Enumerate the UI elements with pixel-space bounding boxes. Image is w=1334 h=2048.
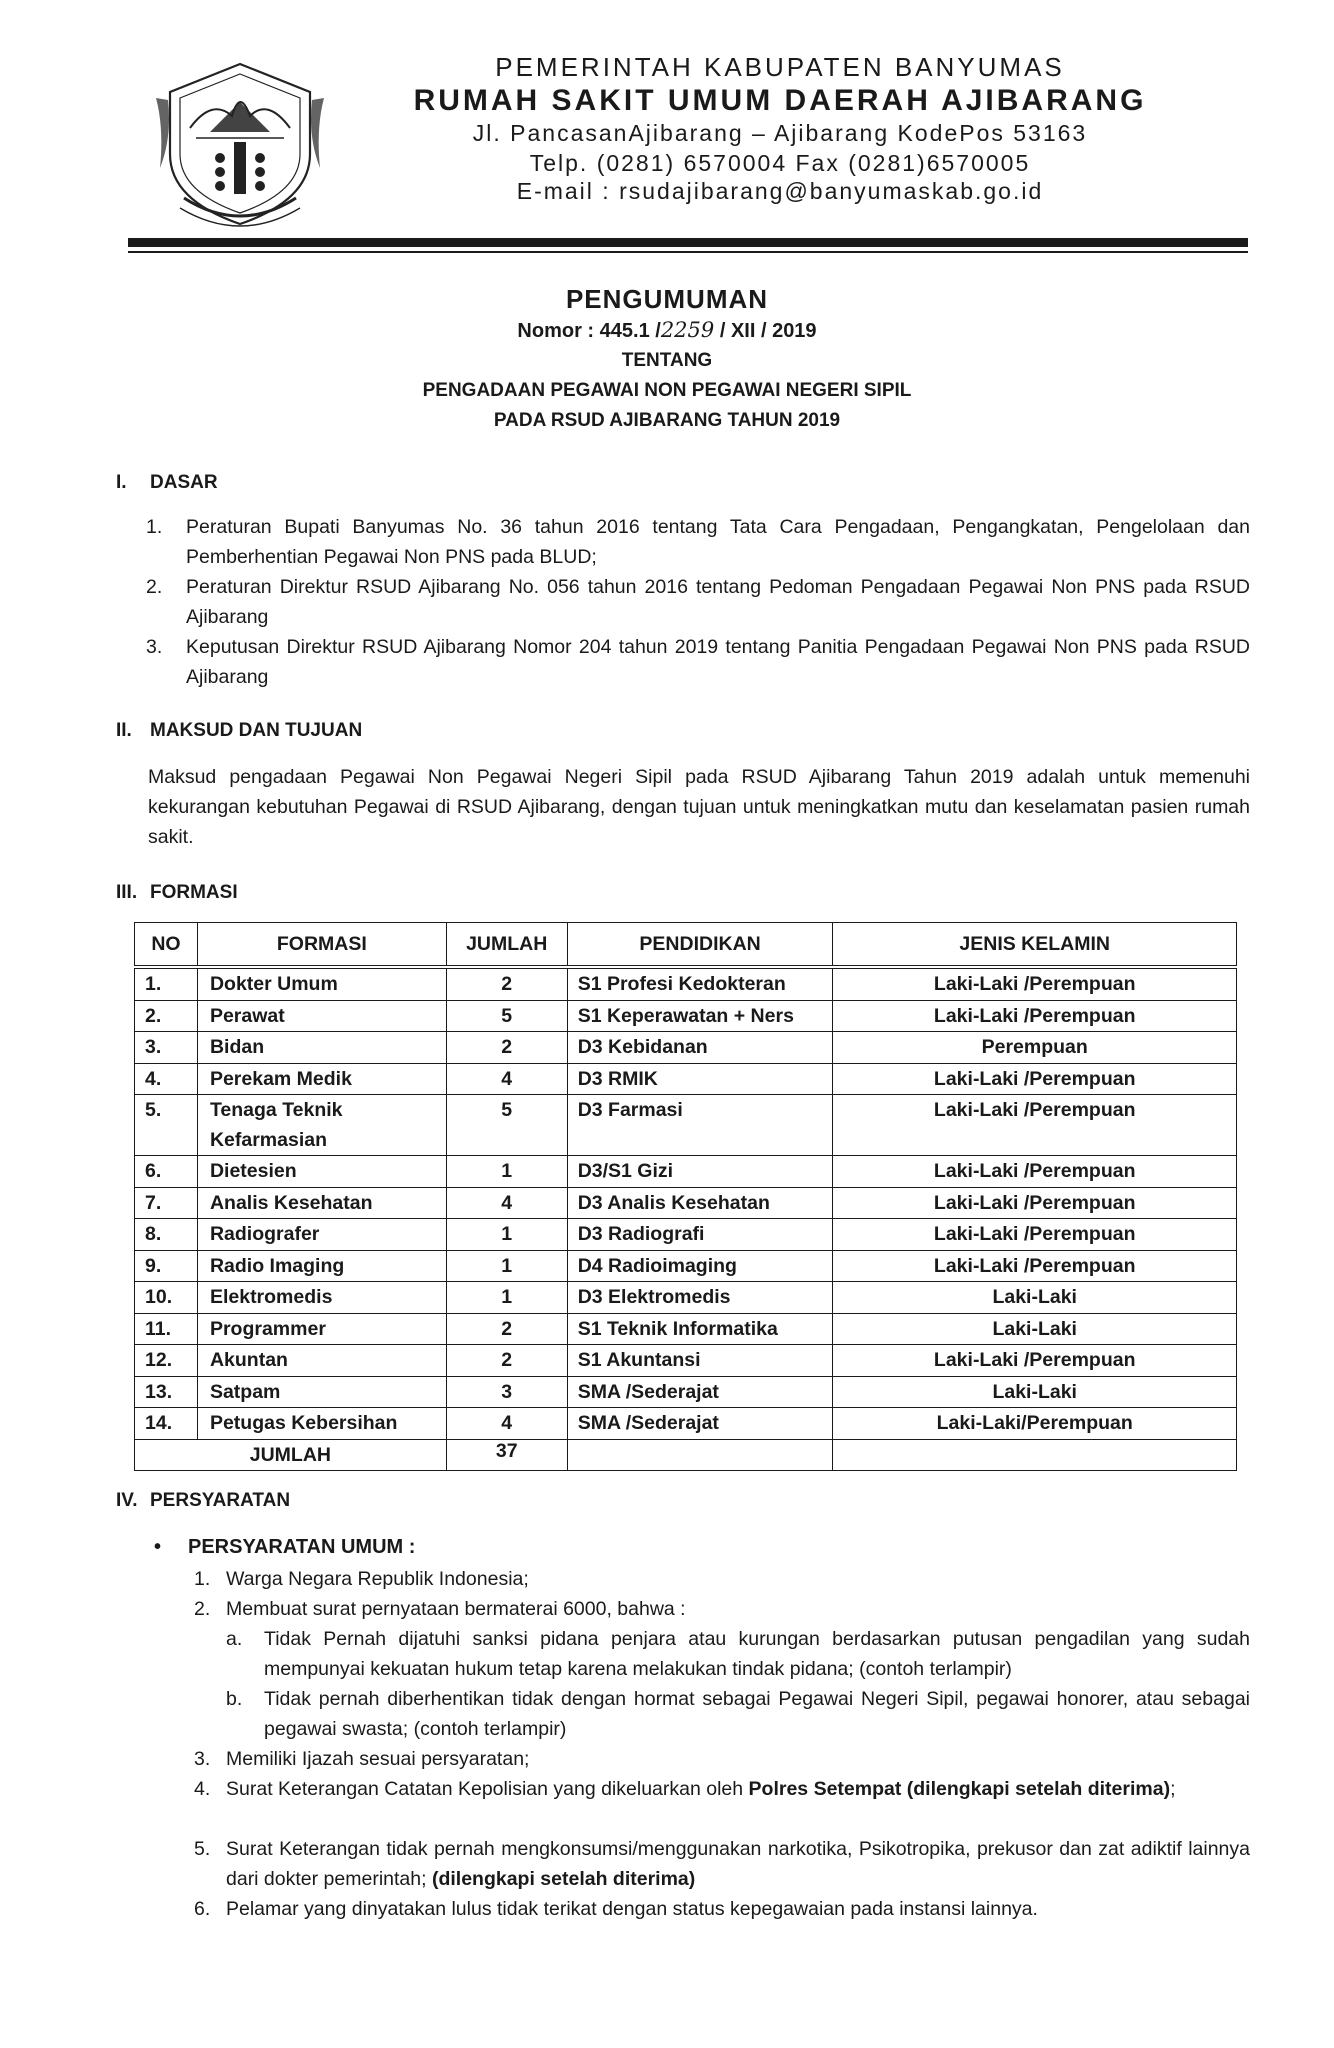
cell-pendidikan: S1 Keperawatan + Ners	[567, 1000, 833, 1032]
requirement-item: 3. Memiliki Ijazah sesuai persyaratan;	[194, 1748, 530, 1770]
announcement-number	[0, 318, 1334, 343]
cell-pendidikan: D3 Elektromedis	[567, 1282, 833, 1314]
cell-pendidikan: D3 Radiografi	[567, 1219, 833, 1251]
requirement-subitem: b. Tidak pernah diberhentikan tidak dengan hormat sebagai Pegawai Negeri Sipil, pegawai honorer, atau sebagai pegawai swasta; (contoh terlampir)	[226, 1688, 1250, 1740]
announcement-subject-line1: PENGADAAN PEGAWAI NON PEGAWAI NEGERI SIPIL	[422, 380, 912, 401]
table-row	[135, 1376, 1237, 1408]
announcement-subject-line2: PADA RSUD AJIBARANG TAHUN 2019	[493, 410, 841, 431]
requirement-item: 2. Membuat surat pernyataan bermaterai 6000, bahwa :	[194, 1598, 686, 1620]
cell-no: 8.	[135, 1219, 198, 1251]
table-row	[135, 1250, 1237, 1282]
requirement-item: 1. Warga Negara Republik Indonesia;	[194, 1568, 529, 1590]
table-row	[135, 1313, 1237, 1345]
column-header-jumlah: JUMLAH	[446, 923, 567, 968]
cell-jumlah: 3	[446, 1376, 567, 1408]
requirement-note-bold: Polres Setempat (dilengkapi setelah diterima)	[748, 1778, 1171, 1800]
cell-pendidikan: D3 Kebidanan	[567, 1032, 833, 1064]
dasar-item: 3. Keputusan Direktur RSUD Ajibarang Nomor 204 tahun 2019 tentang Panitia Pengadaan Pegawai Non PNS pada RSUD Ajibarang	[146, 636, 1250, 688]
cell-no: 13.	[135, 1376, 198, 1408]
institution-address: Jl. PancasanAjibarang – Ajibarang KodePos 53163	[472, 120, 1088, 146]
cell-formasi: Perawat	[197, 1000, 446, 1032]
total-label: JUMLAH	[135, 1439, 447, 1470]
table-row	[135, 1345, 1237, 1377]
column-header-no: NO	[135, 923, 198, 968]
banyumas-emblem-icon	[150, 58, 330, 230]
cell-pendidikan: D4 Radioimaging	[567, 1250, 833, 1282]
cell-jumlah: 1	[446, 1282, 567, 1314]
column-header-jenis-kelamin: JENIS KELAMIN	[833, 923, 1237, 968]
table-row	[135, 1408, 1237, 1440]
bullet-icon: •	[154, 1536, 162, 1558]
cell-formasi: Satpam	[197, 1376, 446, 1408]
cell-pendidikan: SMA /Sederajat	[567, 1376, 833, 1408]
number-handwritten: 2259	[660, 318, 715, 342]
cell-no: 7.	[135, 1187, 198, 1219]
cell-pendidikan: S1 Akuntansi	[567, 1345, 833, 1377]
letterhead-divider-thin	[128, 251, 1248, 253]
maksud-paragraph: Maksud pengadaan Pegawai Non Pegawai Negeri Sipil pada RSUD Ajibarang Tahun 2019 adalah untuk memenuhi kekurangan kebutuhan Pegawai di RSUD Ajibarang, dengan tujuan untuk meningkatkan mutu dan keselamatan pasien rumah sakit.	[148, 766, 1250, 848]
table-row	[135, 1219, 1237, 1251]
cell-formasi: Elektromedis	[197, 1282, 446, 1314]
cell-jenis-kelamin: Laki-Laki /Perempuan	[833, 1219, 1237, 1251]
cell-jumlah: 1	[446, 1156, 567, 1188]
table-row	[135, 1156, 1237, 1188]
cell-jenis-kelamin: Laki-Laki /Perempuan	[833, 967, 1237, 1000]
table-row	[135, 1000, 1237, 1032]
cell-pendidikan: D3 RMIK	[567, 1063, 833, 1095]
cell-jenis-kelamin: Laki-Laki /Perempuan	[833, 1095, 1237, 1156]
cell-formasi: Radio Imaging	[197, 1250, 446, 1282]
cell-no: 1.	[135, 967, 198, 1000]
institution-phone: Telp. (0281) 6570004 Fax (0281)6570005	[529, 150, 1031, 176]
cell-formasi: Petugas Kebersihan	[197, 1408, 446, 1440]
cell-formasi: Programmer	[197, 1313, 446, 1345]
cell-jumlah: 4	[446, 1187, 567, 1219]
table-row	[135, 1095, 1237, 1156]
requirement-item: 4. Surat Keterangan Catatan Kepolisian yang dikeluarkan oleh Polres Setempat (dilengkapi setelah diterima);	[194, 1778, 1176, 1800]
announcement-about: TENTANG	[621, 350, 713, 371]
cell-jenis-kelamin: Laki-Laki	[833, 1313, 1237, 1345]
cell-jumlah: 4	[446, 1408, 567, 1440]
cell-pendidikan: D3 Analis Kesehatan	[567, 1187, 833, 1219]
dasar-item: 1. Peraturan Bupati Banyumas No. 36 tahun 2016 tentang Tata Cara Pengadaan, Pengangkatan, Pengelolaan dan Pemberhentian Pegawai Non PNS pada BLUD;	[146, 516, 1250, 568]
cell-jenis-kelamin: Laki-Laki /Perempuan	[833, 1187, 1237, 1219]
cell-jenis-kelamin: Laki-Laki /Perempuan	[833, 1063, 1237, 1095]
cell-jenis-kelamin: Laki-Laki /Perempuan	[833, 1156, 1237, 1188]
total-empty-cell	[567, 1439, 833, 1470]
cell-jenis-kelamin: Laki-Laki /Perempuan	[833, 1250, 1237, 1282]
cell-jumlah: 1	[446, 1250, 567, 1282]
cell-jumlah: 1	[446, 1219, 567, 1251]
cell-jenis-kelamin: Laki-Laki/Perempuan	[833, 1408, 1237, 1440]
cell-jumlah: 5	[446, 1000, 567, 1032]
cell-no: 10.	[135, 1282, 198, 1314]
cell-no: 12.	[135, 1345, 198, 1377]
cell-jumlah: 2	[446, 1313, 567, 1345]
column-header-formasi: FORMASI	[197, 923, 446, 968]
cell-no: 5.	[135, 1095, 198, 1156]
number-suffix: / XII / 2019	[719, 320, 817, 342]
cell-no: 14.	[135, 1408, 198, 1440]
cell-pendidikan: S1 Profesi Kedokteran	[567, 967, 833, 1000]
cell-jumlah: 4	[446, 1063, 567, 1095]
cell-jenis-kelamin: Laki-Laki	[833, 1376, 1237, 1408]
cell-no: 4.	[135, 1063, 198, 1095]
cell-formasi: Akuntan	[197, 1345, 446, 1377]
institution-name: RUMAH SAKIT UMUM DAERAH AJIBARANG	[413, 84, 1147, 117]
announcement-title: PENGUMUMAN	[565, 284, 769, 314]
cell-jenis-kelamin: Laki-Laki /Perempuan	[833, 1345, 1237, 1377]
table-row	[135, 1282, 1237, 1314]
section-heading-maksud: II. MAKSUD DAN TUJUAN	[116, 720, 363, 741]
cell-jumlah: 2	[446, 1032, 567, 1064]
cell-pendidikan: SMA /Sederajat	[567, 1408, 833, 1440]
section-heading-formasi: III. FORMASI	[116, 882, 238, 903]
total-value: 37	[446, 1439, 567, 1470]
cell-formasi: Perekam Medik	[197, 1063, 446, 1095]
table-row	[135, 967, 1237, 1000]
section-heading-dasar: I. DASAR	[116, 472, 218, 493]
cell-no: 9.	[135, 1250, 198, 1282]
cell-formasi: Bidan	[197, 1032, 446, 1064]
cell-formasi: Tenaga Teknik Kefarmasian	[197, 1095, 446, 1156]
table-row	[135, 1187, 1237, 1219]
cell-no: 2.	[135, 1000, 198, 1032]
cell-jenis-kelamin: Laki-Laki	[833, 1282, 1237, 1314]
cell-pendidikan: D3 Farmasi	[567, 1095, 833, 1156]
total-empty-cell	[833, 1439, 1237, 1470]
column-header-pendidikan: PENDIDIKAN	[567, 923, 833, 968]
cell-no: 11.	[135, 1313, 198, 1345]
requirement-item: 5. Surat Keterangan tidak pernah mengkonsumsi/menggunakan narkotika, Psikotropika, prekusor dan zat adiktif lainnya dari dokter pemerintah; (dilengkapi setelah diterima)	[194, 1838, 1250, 1890]
cell-formasi: Radiografer	[197, 1219, 446, 1251]
cell-jumlah: 5	[446, 1095, 567, 1156]
table-row	[135, 1032, 1237, 1064]
dasar-item: 2. Peraturan Direktur RSUD Ajibarang No. 056 tahun 2016 tentang Pedoman Pengadaan Pegawai Non PNS pada RSUD Ajibarang	[146, 576, 1250, 628]
cell-pendidikan: D3/S1 Gizi	[567, 1156, 833, 1188]
cell-jumlah: 2	[446, 967, 567, 1000]
requirement-item: 6. Pelamar yang dinyatakan lulus tidak terikat dengan status kepegawaian pada instansi lainnya.	[194, 1898, 1038, 1920]
section-heading-persyaratan: IV. PERSYARATAN	[116, 1490, 291, 1511]
table-header-row	[135, 923, 1237, 968]
institution-email: E-mail : rsudajibarang@banyumaskab.go.id	[516, 178, 1044, 204]
formasi-table	[134, 922, 1237, 1471]
cell-pendidikan: S1 Teknik Informatika	[567, 1313, 833, 1345]
cell-jenis-kelamin: Laki-Laki /Perempuan	[833, 1000, 1237, 1032]
cell-jumlah: 2	[446, 1345, 567, 1377]
government-name: PEMERINTAH KABUPATEN BANYUMAS	[495, 52, 1065, 82]
number-prefix: Nomor : 445.1 /	[517, 320, 661, 342]
cell-formasi: Dietesien	[197, 1156, 446, 1188]
letterhead-divider-thick	[128, 238, 1248, 247]
cell-formasi: Dokter Umum	[197, 967, 446, 1000]
requirement-subitem: a. Tidak Pernah dijatuhi sanksi pidana penjara atau kurungan berdasarkan putusan pengadilan yang sudah mempunyai kekuatan hukum tetap karena melakukan tindak pidana; (contoh terlampir)	[226, 1628, 1250, 1680]
table-row	[135, 1063, 1237, 1095]
cell-no: 3.	[135, 1032, 198, 1064]
table-total-row	[135, 1439, 1237, 1470]
general-requirements-heading: • PERSYARATAN UMUM :	[154, 1536, 416, 1558]
cell-no: 6.	[135, 1156, 198, 1188]
requirement-note-bold: (dilengkapi setelah diterima)	[431, 1868, 696, 1890]
cell-jenis-kelamin: Perempuan	[833, 1032, 1237, 1064]
cell-formasi: Analis Kesehatan	[197, 1187, 446, 1219]
